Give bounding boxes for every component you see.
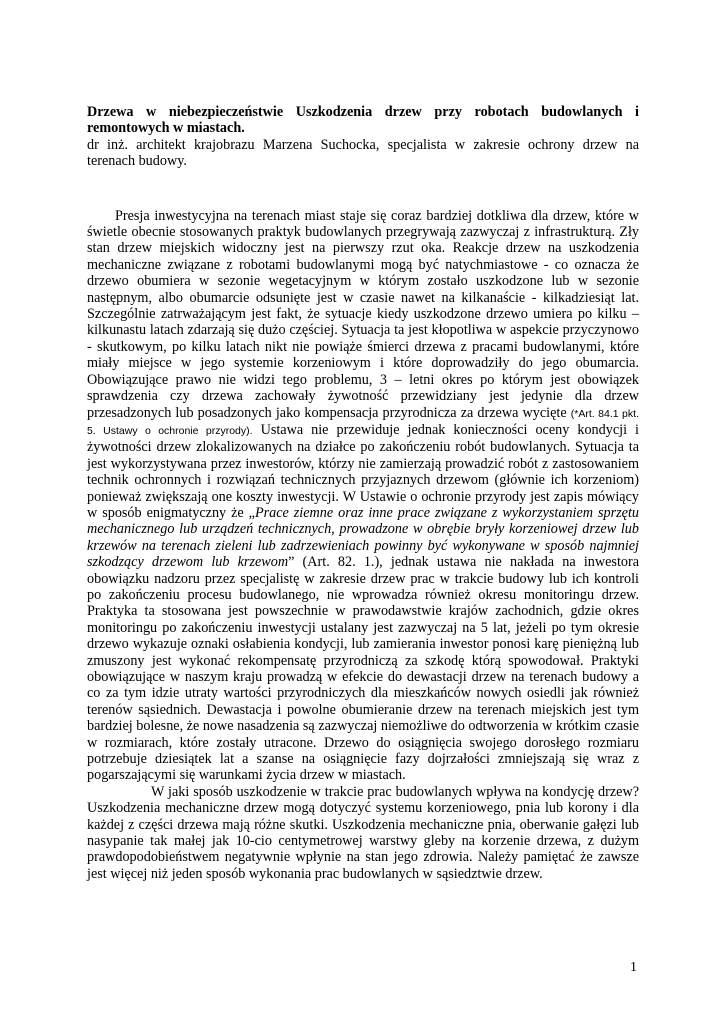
paragraph-1-part-b: Ustawa nie przewiduje jednak konieczności oceny kondycji i żywotności drzew zlokalizowanych na działce po zakończeniu robót budowlanych. Sytuacja ta jest wykorzystywana przez inwestorów, którzy nie zamierzają prowadzić robót z zastosowaniem technik ochronnych i rozwiązań technicznych przyjaznych drzewom (głównie ich korzeniom) ponieważ zwiększają one koszty inwestycji. W Ustawie o ochronie przyrody jest zapis mówiący w sposób enigmatyczny że „ [87, 421, 639, 521]
law-quote: Prace ziemne oraz inne prace związane z wykorzystaniem sprzętu mechanicznego lub urządzeń technicznych, prowadzone w obrębie bryły korzeniowej drzew lub krzewów na terenach zieleni lub zadrzewieniach powinny być wykonywane w sposób najmniej szkodzący drzewom lub krzewom [87, 504, 639, 571]
author-line: dr inż. architekt krajobrazu Marzena Suchocka, specjalista w zakresie ochrony drzew na terenach budowy. [87, 136, 639, 170]
paragraph-2: W jaki sposób uszkodzenie w trakcie prac budowlanych wpływa na kondycję drzew? Uszkodzenia mechaniczne drzew mogą dotyczyć systemu korzeniowego, pnia lub korony i dla każdej z części drzewa mają różne skutki. Uszkodzenia mechaniczne pnia, oberwanie gałęzi lub nasypanie tak małej jak 10-cio centymetrowej warstwy gleby na korzenie drzewa, z dużym prawdopodobieństwem negatywnie wpłynie na stan jego zdrowia. Należy pamiętać że zawsze jest więcej niż jeden sposób wykonania prac budowlanych w sąsiedztwie drzew. [87, 783, 639, 882]
paragraph-1-part-c: ” (Art. 82. 1.), jednak ustawa nie nakłada na inwestora obowiązku nadzoru przez specjalistę w zakresie drzew prac w trakcie budowy lub ich kontroli po zakończeniu procesu budowlanego, nie wprowadza również okresu monitoringu drzew. Praktyka ta stosowana jest powszechnie w prawodawstwie krajów zachodnich, gdzie okres monitoringu po zakończeniu inwestycji ustalany jest zazwyczaj na 5 lat, jeżeli po tym okresie drzewo wykazuje oznaki osłabienia kondycji, lub zamierania inwestor ponosi karę pieniężną lub zmuszony jest wykonać rekompensatę przyrodniczą za szkodę którą spowodował. Praktyki obowiązujące w naszym kraju prowadzą w efekcie do dewastacji drzew na terenach budowy a co za tym idzie utraty wartości przyrodniczych dla mieszkańców nowych osiedli jak również terenów sąsiednich. Dewastacja i powolne obumieranie drzew na terenach miejskich jest tym bardziej bolesne, że nowe nasadzenia są zazwyczaj niemożliwe do odtworzenia w krótkim czasie w rozmiarach, które zostały utracone. Drzewo do osiągnięcia swojego dorosłego rozmiaru potrzebuje dziesiątek lat a szanse na osiągnięcie fazy dojrzałości zmniejszają się wraz z pogarszającymi się warunkami życia drzew w miastach. [87, 554, 639, 784]
page-number: 1 [630, 960, 637, 975]
paragraph-1-part-a: Presja inwestycyjna na terenach miast staje się coraz bardziej dotkliwa dla drzew, które w świetle obecnie stosowanych praktyk budowlanych przegrywają zazwyczaj z infrastrukturą. Zły stan drzew miejskich widoczny jest na pierwszy rzut oka. Reakcje drzew na uszkodzenia mechaniczne związane z robotami budowlanymi mogą być natychmiastowe - co oznacza że drzewo obumiera w sezonie wegetacyjnym w którym zostało uszkodzone lub w sezonie następnym, albo obumarcie odsunięte jest w czasie nawet na kilkanaście - kilkadziesiąt lat. Szczególnie zatrważającym jest fakt, że sytuacje kiedy uszkodzone drzewo umiera po kilku – kilkunastu latach zdarzają się dużo częściej. Sytuacja ta jest kłopotliwa w aspekcie przyczynowo - skutkowym, po kilku latach nikt nie powiąże śmierci drzewa z pracami budowlanymi, które miały miejsce w jego systemie korzeniowym i które doprowadziły do jego obumarcia. Obowiązujące prawo nie widzi tego problemu, 3 – letni okres po którym jest obowiązek sprawdzenia czy drzewa zachowały żywotność przewidziany jest jedynie dla drzew przesadzonych lub posadzonych jako kompensacja przyrodnicza za drzewa wycięte [87, 207, 639, 421]
document-body [87, 208, 639, 883]
paragraph-1 [87, 208, 639, 784]
document-page [87, 104, 639, 882]
document-title: Drzewa w niebezpieczeństwie Uszkodzenia drzew przy robotach budowlanych i remontowych w miastach. [87, 104, 639, 137]
footnote-reference: (*Art. 84.1 pkt. 5. Ustawy o ochronie przyrody). [87, 407, 639, 437]
